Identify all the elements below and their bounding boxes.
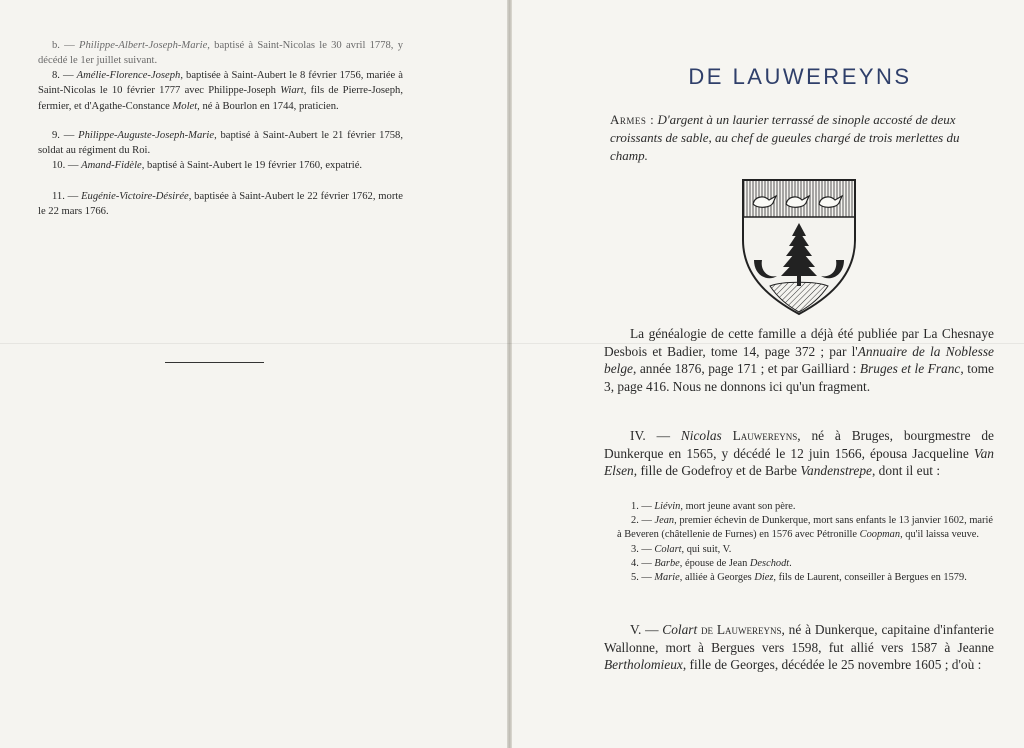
intro-paragraph [604, 325, 994, 395]
page-title: DE LAUWEREYNS [688, 64, 912, 89]
entry-name: Amand-Fidèle [81, 160, 142, 171]
generation-text: , né à Bruges, bourgmestre de Dunkerque en 1565, y décédé le 12 juin 1566, épousa Jacqueline [604, 428, 994, 461]
children-list [617, 500, 993, 585]
entry-11 [38, 189, 403, 220]
generation-text: , fille de Georges, décédée le 25 novembre 1605 ; d'où : [682, 657, 982, 673]
list-item: 2. — Jean, premier échevin de Dunkerque, mort sans enfants le 13 janvier 1602, marié à Beveren (châtellenie de Furnes) en 1576 avec Pétronille Coopman, qu'il laissa veuve. [617, 515, 993, 541]
arms-label: Armes : [610, 112, 655, 127]
person-name: Nicolas [680, 428, 722, 443]
entry-text: , baptisé à Saint-Nicolas le 30 avril 1778, y décédé le 1er juillet suivant. [38, 40, 403, 67]
list-item: 5. — Marie, alliée à Georges Diez, fils de Laurent, conseiller à Bergues en 1579. [631, 572, 967, 584]
intro-text: La généalogie de cette famille a déjà été publiée par La Chesnaye Desbois et Badier, tome 14, page 372 ; par l' [604, 326, 994, 359]
entry-name: Wiart [280, 85, 304, 97]
entry-text: , baptisée à Saint-Aubert le 8 février 1756, mariée à Saint-Nicolas le 10 février 1777 avec Philippe-Joseph [38, 70, 403, 97]
intro-title: Bruges et le Franc [859, 361, 961, 377]
person-name: Bertholomieux [604, 657, 683, 673]
person-surname: de Lauwereyns [701, 622, 782, 637]
entry-name: Eugénie-Victoire-Désirée [81, 191, 189, 202]
intro-text: , tome 3, page 416. Nous ne donnons ici qu'un fragment. [604, 361, 994, 394]
person-name: Vandenstrepe [800, 463, 872, 479]
generation-iv [604, 427, 994, 480]
arms-text: D'argent à un laurier terrassé de sinople accosté de deux croissants de sable, au chef de gueules chargé de trois merlettes du champ. [610, 112, 960, 163]
generation-v [604, 621, 994, 674]
generation-text: , fille de Godefroy et de Barbe [633, 463, 801, 479]
intro-text: , année 1876, page 171 ; et par Gailliard : [633, 361, 860, 377]
intro-title: Annuaire de la Noblesse belge [604, 343, 994, 377]
person-name: Van Elsen [604, 445, 994, 479]
entry-name: Philippe-Auguste-Joseph-Marie [78, 130, 215, 141]
entry-number: 11. — [52, 191, 82, 202]
entry-name: Philippe-Albert-Joseph-Marie [79, 40, 208, 51]
entry-text: , fils de Pierre-Joseph, fermier, et d'Agathe-Constance [38, 85, 403, 112]
generation-number: V. — [630, 622, 663, 637]
entry-b [38, 38, 403, 69]
entry-number: 10. — [52, 160, 82, 171]
generation-text: , dont il eut : [871, 463, 941, 479]
coat-of-arms-icon [740, 178, 858, 316]
list-item: 3. — Colart, qui suit, V. [631, 543, 732, 555]
entry-text: , baptisée à Saint-Aubert le 22 février 1762, morte le 22 mars 1766. [38, 191, 403, 218]
arms-description [610, 111, 990, 165]
entry-number: 8. — [52, 70, 77, 81]
entry-name: Amélie-Florence-Joseph [76, 70, 181, 81]
entry-name: Molet [172, 100, 198, 112]
entry-9 [38, 128, 403, 159]
entry-number: b. — [52, 40, 80, 51]
person-surname: Lauwereyns [732, 428, 798, 443]
entry-10 [38, 158, 403, 173]
list-item: 4. — Barbe, épouse de Jean Deschodt. [631, 557, 792, 569]
generation-text: , né à Dunkerque, capitaine d'infanterie Wallonne, mort à Bergues vers 1598, fut allié vers 1587 à Jeanne [604, 622, 994, 655]
entry-text: , baptisé à Saint-Aubert le 19 février 1760, expatrié. [141, 160, 363, 171]
generation-number: IV. — [630, 428, 681, 443]
entry-8 [38, 68, 403, 114]
left-page [0, 0, 508, 748]
list-item: 1. — Liévin, mort jeune avant son père. [631, 501, 796, 512]
entry-number: 9. — [52, 130, 79, 141]
entry-text: , né à Bourlon en 1744, praticien. [197, 100, 339, 112]
person-name: Colart [662, 622, 698, 637]
entry-text: , baptisé à Saint-Aubert le 21 février 1758, soldat au régiment du Roi. [38, 130, 404, 157]
section-separator [165, 362, 264, 363]
